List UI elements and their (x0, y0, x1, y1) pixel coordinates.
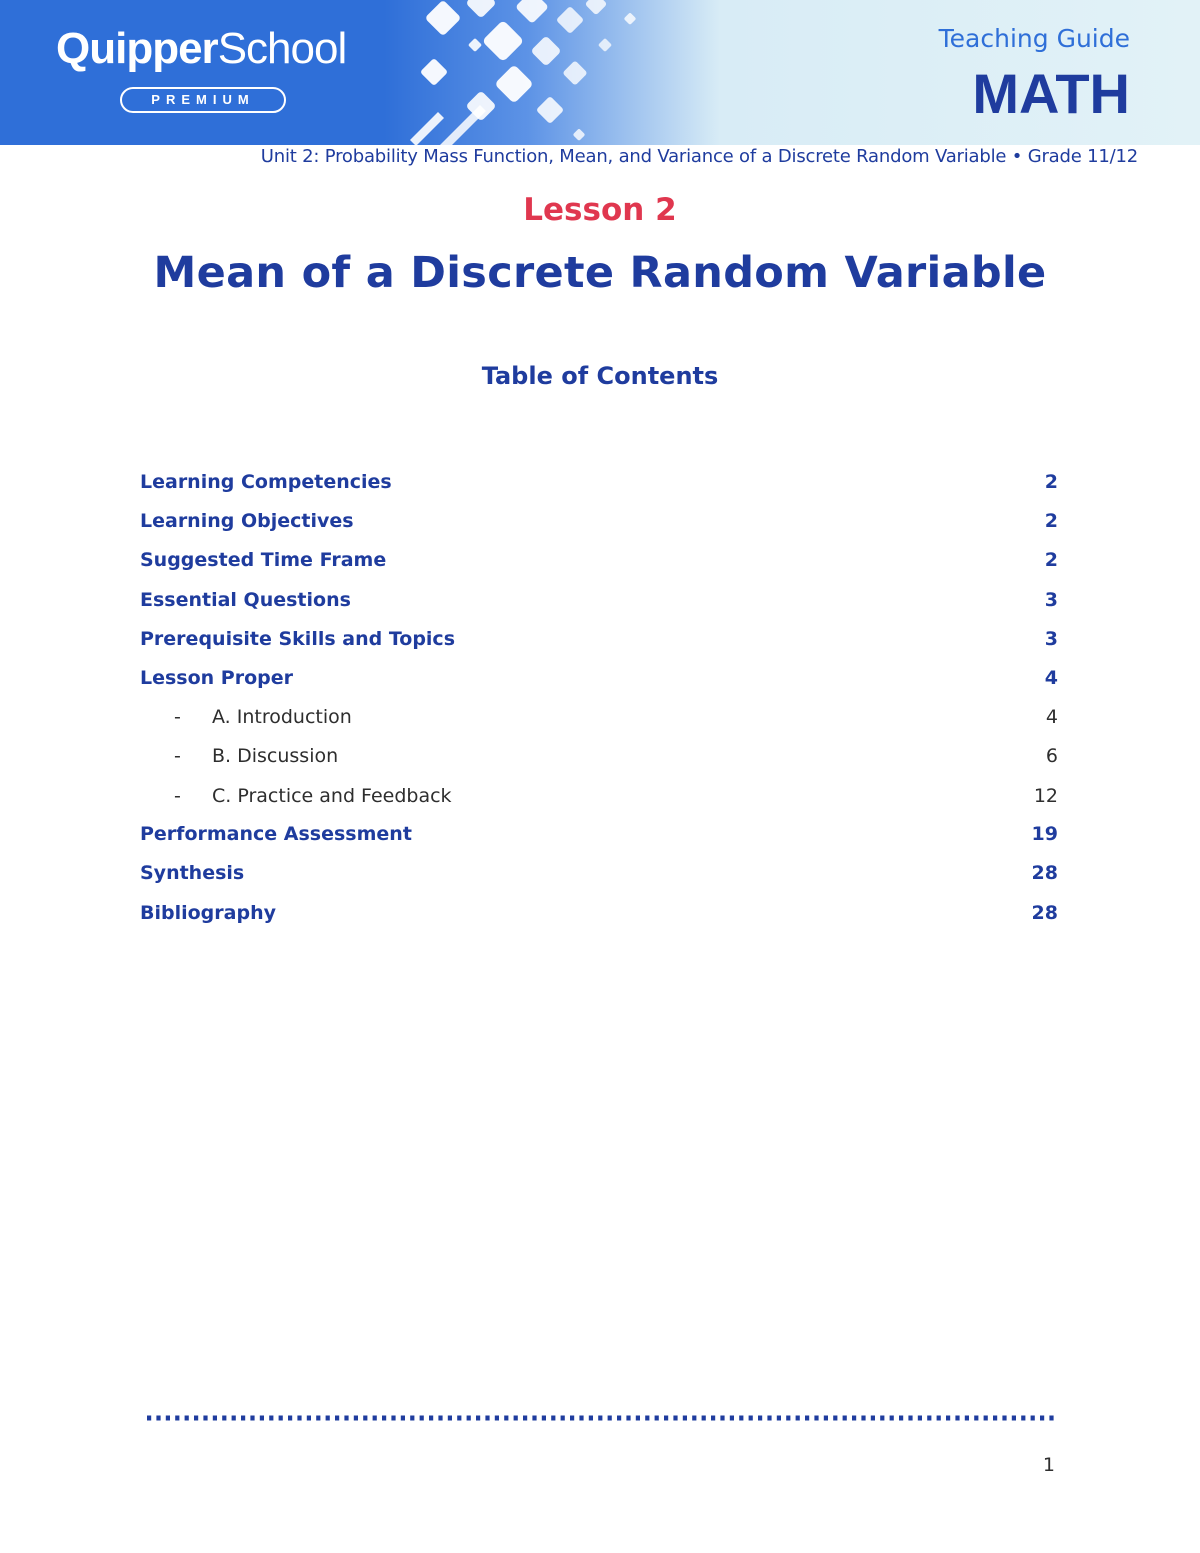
toc-entry-label: Suggested Time Frame (140, 549, 387, 571)
toc-bullet: - (174, 785, 181, 807)
toc-entry-label: C. Practice and Feedback (212, 785, 452, 807)
logo-text-quipper: Quipper (56, 24, 218, 73)
toc-heading: Table of Contents (481, 362, 719, 390)
toc-entry-page: 6 (1045, 745, 1058, 767)
toc-entry[interactable] (140, 546, 1058, 574)
toc-entry-page: 2 (1044, 471, 1058, 493)
toc-entry-page: 28 (1031, 862, 1058, 884)
toc-entry-page: 3 (1044, 628, 1058, 650)
toc-bullet: - (174, 706, 181, 728)
toc-entry[interactable] (140, 625, 1058, 653)
premium-badge: PREMIUM (120, 87, 286, 113)
header-banner (0, 0, 1200, 145)
toc-entry-page: 19 (1031, 823, 1058, 845)
toc-subentry[interactable] (140, 703, 1058, 731)
teaching-guide-label: Teaching Guide (938, 24, 1130, 53)
toc-entry[interactable] (140, 859, 1058, 887)
toc-entry-label: A. Introduction (212, 706, 352, 728)
toc-entry-label: Bibliography (140, 902, 276, 924)
quipper-school-logo (56, 24, 346, 74)
toc-entry-label: B. Discussion (212, 745, 339, 767)
toc-entry[interactable] (140, 820, 1058, 848)
toc-entry-page: 2 (1044, 549, 1058, 571)
subject-label: MATH (972, 62, 1130, 125)
toc-entry[interactable] (140, 664, 1058, 692)
page-number: 1 (1042, 1454, 1055, 1476)
toc-entry-page: 3 (1044, 589, 1058, 611)
lesson-title: Mean of a Discrete Random Variable (153, 248, 1047, 298)
lesson-label: Lesson 2 (523, 192, 677, 228)
toc-entry-label: Synthesis (140, 862, 245, 884)
footer-dotted-divider (145, 1414, 1057, 1422)
toc-entry-label: Lesson Proper (140, 667, 294, 689)
toc-entry[interactable] (140, 468, 1058, 496)
toc-bullet: - (174, 745, 181, 767)
logo-text-school: School (217, 24, 347, 73)
toc-entry-page: 12 (1033, 785, 1058, 807)
toc-entry-label: Essential Questions (140, 589, 351, 611)
toc-entry-page: 4 (1044, 667, 1058, 689)
toc-entry[interactable] (140, 507, 1058, 535)
toc-entry-page: 28 (1031, 902, 1058, 924)
toc-subentry[interactable] (140, 782, 1058, 810)
toc-entry-label: Learning Objectives (140, 510, 354, 532)
toc-entry-label: Performance Assessment (140, 823, 412, 845)
toc-entry[interactable] (140, 899, 1058, 927)
toc-entry-page: 4 (1045, 706, 1058, 728)
unit-line: Unit 2: Probability Mass Function, Mean, and Variance of a Discrete Random Variable • Grade 11/12 (260, 146, 1138, 167)
toc-entry-label: Prerequisite Skills and Topics (140, 628, 456, 650)
toc-entry-page: 2 (1044, 510, 1058, 532)
toc-entry-label: Learning Competencies (140, 471, 392, 493)
toc-subentry[interactable] (140, 742, 1058, 770)
toc-entry[interactable] (140, 586, 1058, 614)
